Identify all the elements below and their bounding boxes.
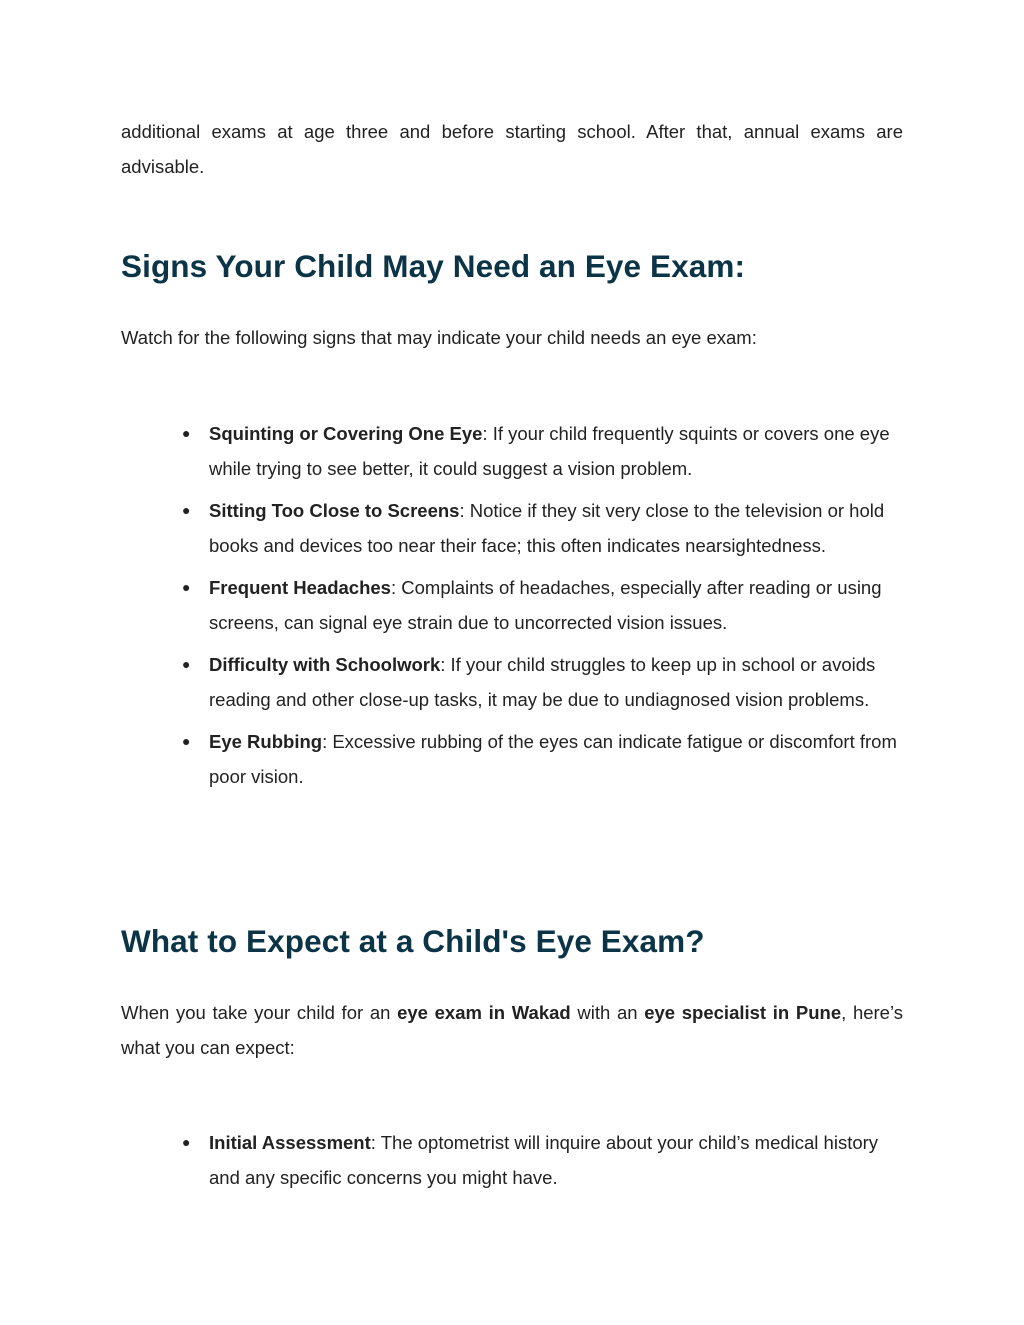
lead-bold-keyword: eye exam in Wakad [397,1002,571,1023]
lead-text: When you take your child for an [121,1002,398,1023]
list-item-text: : Complaints of headaches, especially after reading or using screens, can signal eye strain due to uncorrected vision issues. [209,577,882,633]
section-heading-signs: Signs Your Child May Need an Eye Exam: [121,248,746,284]
bullet-icon: ● [182,656,191,672]
list-item [121,724,903,794]
list-item-term: Sitting Too Close to Screens [209,500,460,521]
list-item-text: : The optometrist will inquire about your child’s medical history and any specific concerns you might have. [209,1132,879,1188]
list-item [121,570,903,640]
section-heading-expect: What to Expect at a Child's Eye Exam? [121,923,705,959]
lead-text: with an [570,1002,645,1023]
list-item-text: : Notice if they sit very close to the television or hold books and devices too near their face; this often indicates nearsightedness. [209,500,885,556]
list-item [121,493,903,563]
list-item [121,647,903,717]
list-item-term: Difficulty with Schoolwork [209,654,441,675]
bullet-icon: ● [182,502,191,518]
list-item-term: Eye Rubbing [209,731,323,752]
list-item-term: Initial Assessment [209,1132,371,1153]
list-item-term: Frequent Headaches [209,577,391,598]
list-item-text: : Excessive rubbing of the eyes can indicate fatigue or discomfort from poor vision. [209,731,897,787]
signs-list [121,416,903,801]
list-item [121,416,903,486]
intro-paragraph: additional exams at age three and before starting school. After that, annual exams are advisable. [121,121,903,177]
expect-list [121,1125,903,1202]
bullet-icon: ● [182,1134,191,1150]
lead-text: , here’s what you can expect: [121,1002,903,1058]
lead-bold-keyword: eye specialist in Pune [644,1002,842,1023]
bullet-icon: ● [182,579,191,595]
section-lead-expect [121,995,903,1065]
bullet-icon: ● [182,425,191,441]
bullet-icon: ● [182,733,191,749]
list-item-term: Squinting or Covering One Eye [209,423,483,444]
list-item-text: : If your child frequently squints or covers one eye while trying to see better, it could suggest a vision problem. [209,423,890,479]
list-item-text: : If your child struggles to keep up in school or avoids reading and other close-up tasks, it may be due to undiagnosed vision problems. [209,654,876,710]
list-item [121,1125,903,1195]
section-lead-signs: Watch for the following signs that may indicate your child needs an eye exam: [121,327,757,348]
